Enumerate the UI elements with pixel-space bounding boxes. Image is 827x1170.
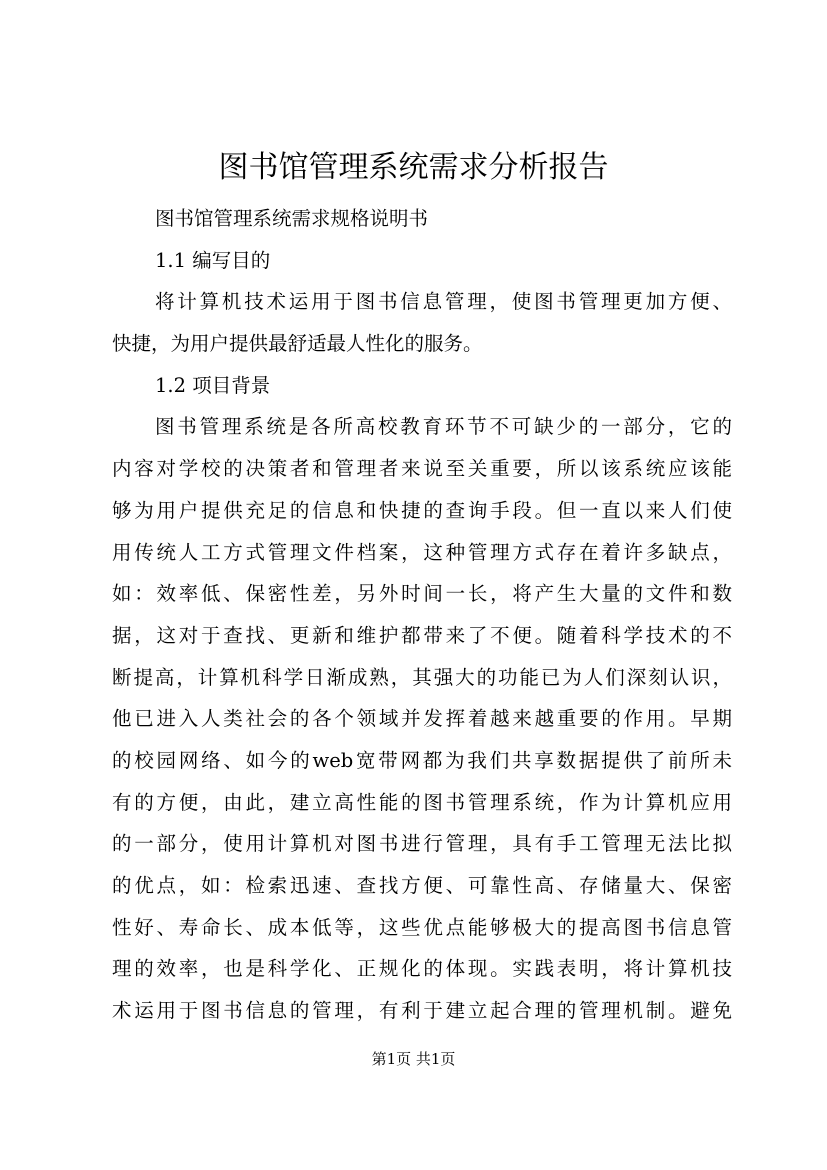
text-line: 据，这对于查找、更新和维护都带来了不便。随着科学技术的不 xyxy=(112,623,732,647)
document-title: 图书馆管理系统需求分析报告 xyxy=(218,150,609,185)
text-line: 将计算机技术运用于图书信息管理，使图书管理更加方便、 xyxy=(155,290,732,314)
text-line: 断提高，计算机科学日渐成熟，其强大的功能已为人们深刻认识， xyxy=(112,665,732,689)
text-line: 的一部分，使用计算机对图书进行管理，具有手工管理无法比拟 xyxy=(112,832,732,856)
page-footer: 第1页 共1页 xyxy=(371,1050,456,1068)
text-line: 够为用户提供充足的信息和快捷的查询手段。但一直以来人们使 xyxy=(112,498,732,522)
text-line: 理的效率，也是科学化、正规化的体现。实践表明，将计算机技 xyxy=(112,957,732,981)
text-line: 性好、寿命长、成本低等，这些优点能够极大的提高图书信息管 xyxy=(112,915,732,939)
text-line: 图书馆管理系统需求规格说明书 xyxy=(155,207,429,230)
text-line: 1.1 编写目的 xyxy=(155,248,271,272)
document-body xyxy=(112,198,732,1032)
text-line: 有的方便，由此，建立高性能的图书管理系统，作为计算机应用 xyxy=(112,790,732,814)
text-line: 的优点，如：检索迅速、查找方便、可靠性高、存储量大、保密 xyxy=(112,874,732,897)
text-line: 快捷，为用户提供最舒适最人性化的服务。 xyxy=(112,332,483,356)
text-line: 用传统人工方式管理文件档案，这种管理方式存在着许多缺点， xyxy=(112,540,732,564)
text-line: 1.2 项目背景 xyxy=(155,373,271,397)
text-line: 图书管理系统是各所高校教育环节不可缺少的一部分，它的 xyxy=(155,415,732,439)
text-line: 的校园网络、如今的web宽带网都为我们共享数据提供了前所未 xyxy=(112,748,732,772)
text-line: 他已进入人类社会的各个领域并发挥着越来越重要的作用。早期 xyxy=(112,707,732,731)
text-line: 术运用于图书信息的管理，有利于建立起合理的管理机制。避免 xyxy=(112,999,732,1023)
text-line: 内容对学校的决策者和管理者来说至关重要，所以该系统应该能 xyxy=(112,457,732,481)
text-line: 如：效率低、保密性差，另外时间一长，将产生大量的文件和数 xyxy=(112,582,732,606)
